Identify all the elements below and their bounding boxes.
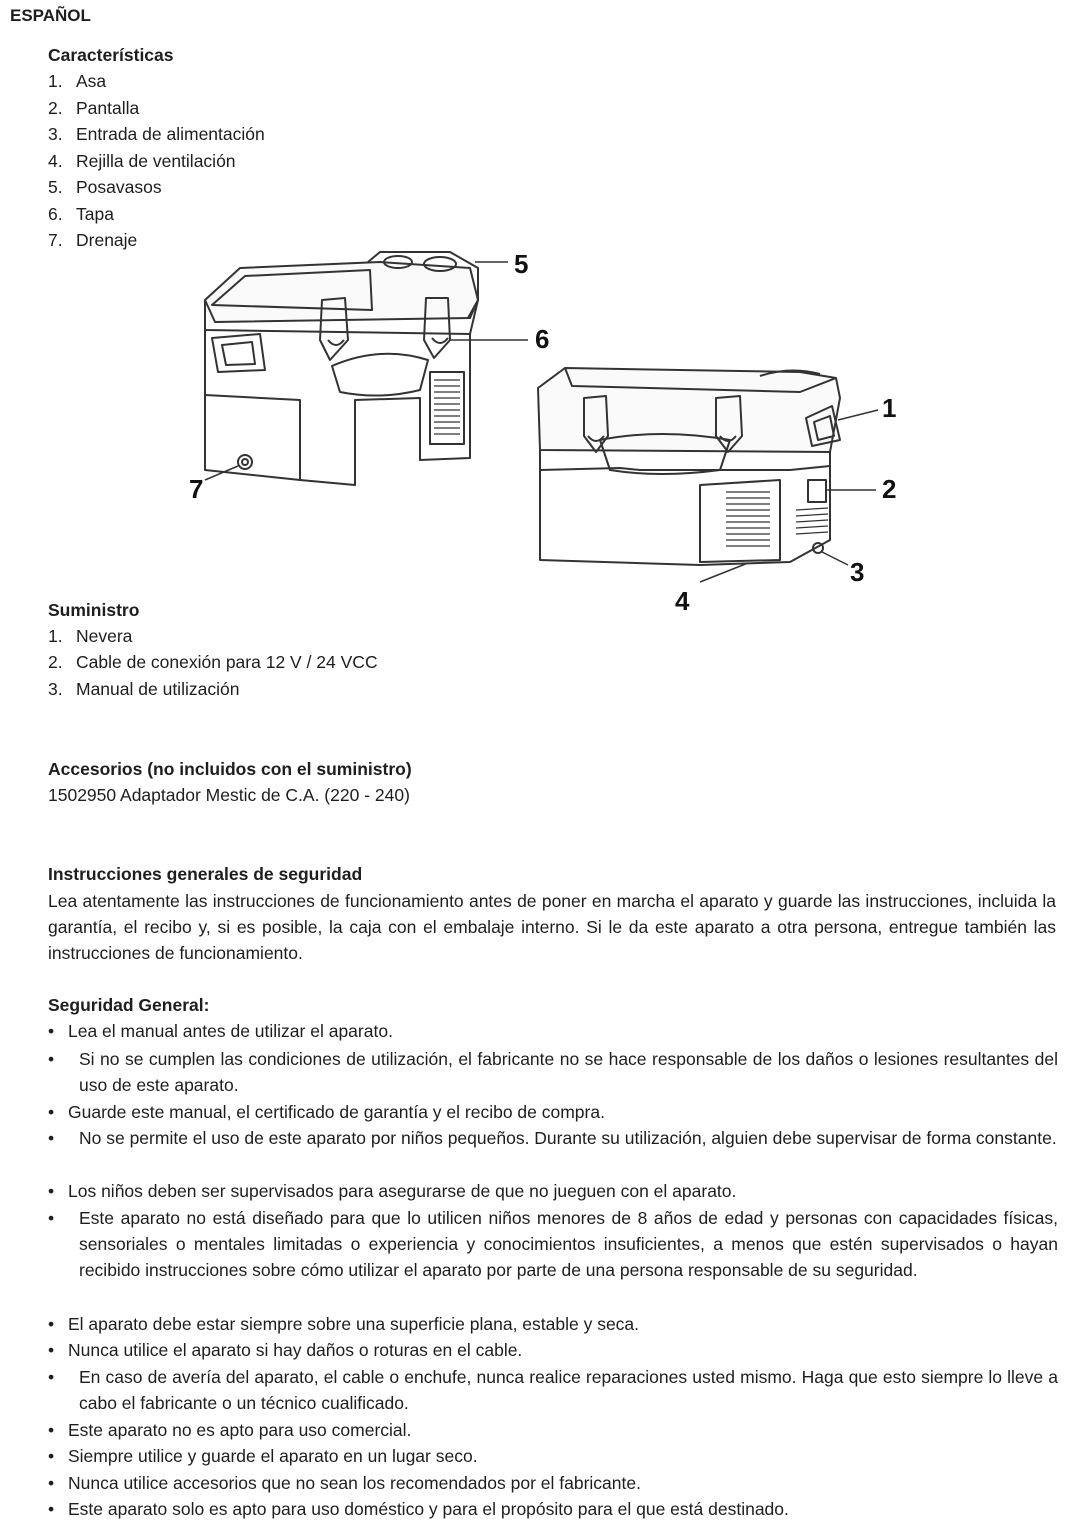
safety-bullet: • Nunca utilice el aparato si hay daños o roturas en el cable. (48, 1340, 523, 1360)
callout-2: 2 (882, 474, 897, 504)
feature-item: 1. Asa (48, 71, 107, 91)
safety-bullet: • El aparato debe estar siempre sobre una superficie plana, estable y seca. (48, 1314, 640, 1334)
features-heading: Características (48, 45, 174, 65)
callout-5: 5 (514, 249, 529, 279)
general-safety-heading: Seguridad General: (48, 995, 210, 1015)
callout-6: 6 (535, 324, 550, 354)
safety-bullet: • Nunca utilice accesorios que no sean los recomendados por el fabricante. (48, 1473, 641, 1493)
safety-bullet: • Guarde este manual, el certificado de garantía y el recibo de compra. (48, 1102, 605, 1122)
callout-3: 3 (850, 557, 865, 587)
cooler-illustration (0, 0, 1070, 620)
callout-4: 4 (675, 586, 690, 616)
feature-item: 7. Drenaje (48, 230, 138, 250)
cooler-left-drawing (205, 252, 478, 485)
cooler-right-drawing (538, 368, 840, 565)
safety-bullet: • Este aparato no está diseñado para que lo utilicen niños menores de 8 años de edad y personas con capacidades físicas, sensoriales o mentales limitadas o experiencia y conocimientos insuficientes, a menos que estén supervisados o hayan recibido instrucciones sobre cómo utilizar el aparato por parte de una persona responsable de su seguridad. (48, 1208, 1058, 1280)
safety-instructions-text: Lea atentamente las instrucciones de funcionamiento antes de poner en marcha el aparato y guarde las instrucciones, incluida la garantía, el recibo y, si es posible, la caja con el embalaje interno. Si le da este aparato a otra persona, entregue también las instrucciones de funcionamiento. (48, 891, 1056, 963)
callout-1: 1 (882, 393, 897, 423)
accessories-heading: Accesorios (no incluidos con el suministro) (48, 759, 412, 779)
safety-bullet: • No se permite el uso de este aparato por niños pequeños. Durante su utilización, alguien debe supervisar de forma constante. (48, 1128, 1057, 1148)
feature-item: 6. Tapa (48, 204, 114, 224)
safety-bullet: • En caso de avería del aparato, el cable o enchufe, nunca realice reparaciones usted mismo. Haga que esto siempre lo lleve a cabo el fabricante o un técnico cualificado. (48, 1367, 1058, 1413)
safety-bullet: • Siempre utilice y guarde el aparato en un lugar seco. (48, 1446, 478, 1466)
feature-item: 5. Posavasos (48, 177, 162, 197)
safety-bullet: • Los niños deben ser supervisados para asegurarse de que no jueguen con el aparato. (48, 1181, 737, 1201)
callout-7: 7 (189, 474, 204, 504)
accessories-text: 1502950 Adaptador Mestic de C.A. (220 - 240) (48, 785, 410, 805)
supply-item: 1. Nevera (48, 626, 133, 646)
supply-item: 3. Manual de utilización (48, 679, 240, 699)
feature-item: 2. Pantalla (48, 98, 140, 118)
feature-item: 3. Entrada de alimentación (48, 124, 265, 144)
supply-item: 2. Cable de conexión para 12 V / 24 VCC (48, 652, 378, 672)
safety-instructions-heading: Instrucciones generales de seguridad (48, 864, 363, 884)
safety-bullet: • Lea el manual antes de utilizar el aparato. (48, 1021, 393, 1041)
language-label: ESPAÑOL (10, 6, 91, 25)
safety-bullet: • Este aparato no es apto para uso comercial. (48, 1420, 412, 1440)
safety-bullet: • Si no se cumplen las condiciones de utilización, el fabricante no se hace responsable de los daños o lesiones resultantes del uso de este aparato. (48, 1049, 1058, 1095)
feature-item: 4. Rejilla de ventilación (48, 151, 236, 171)
supply-heading: Suministro (48, 600, 140, 620)
safety-bullet: • Este aparato solo es apto para uso doméstico y para el propósito para el que está destinado. (48, 1499, 789, 1519)
